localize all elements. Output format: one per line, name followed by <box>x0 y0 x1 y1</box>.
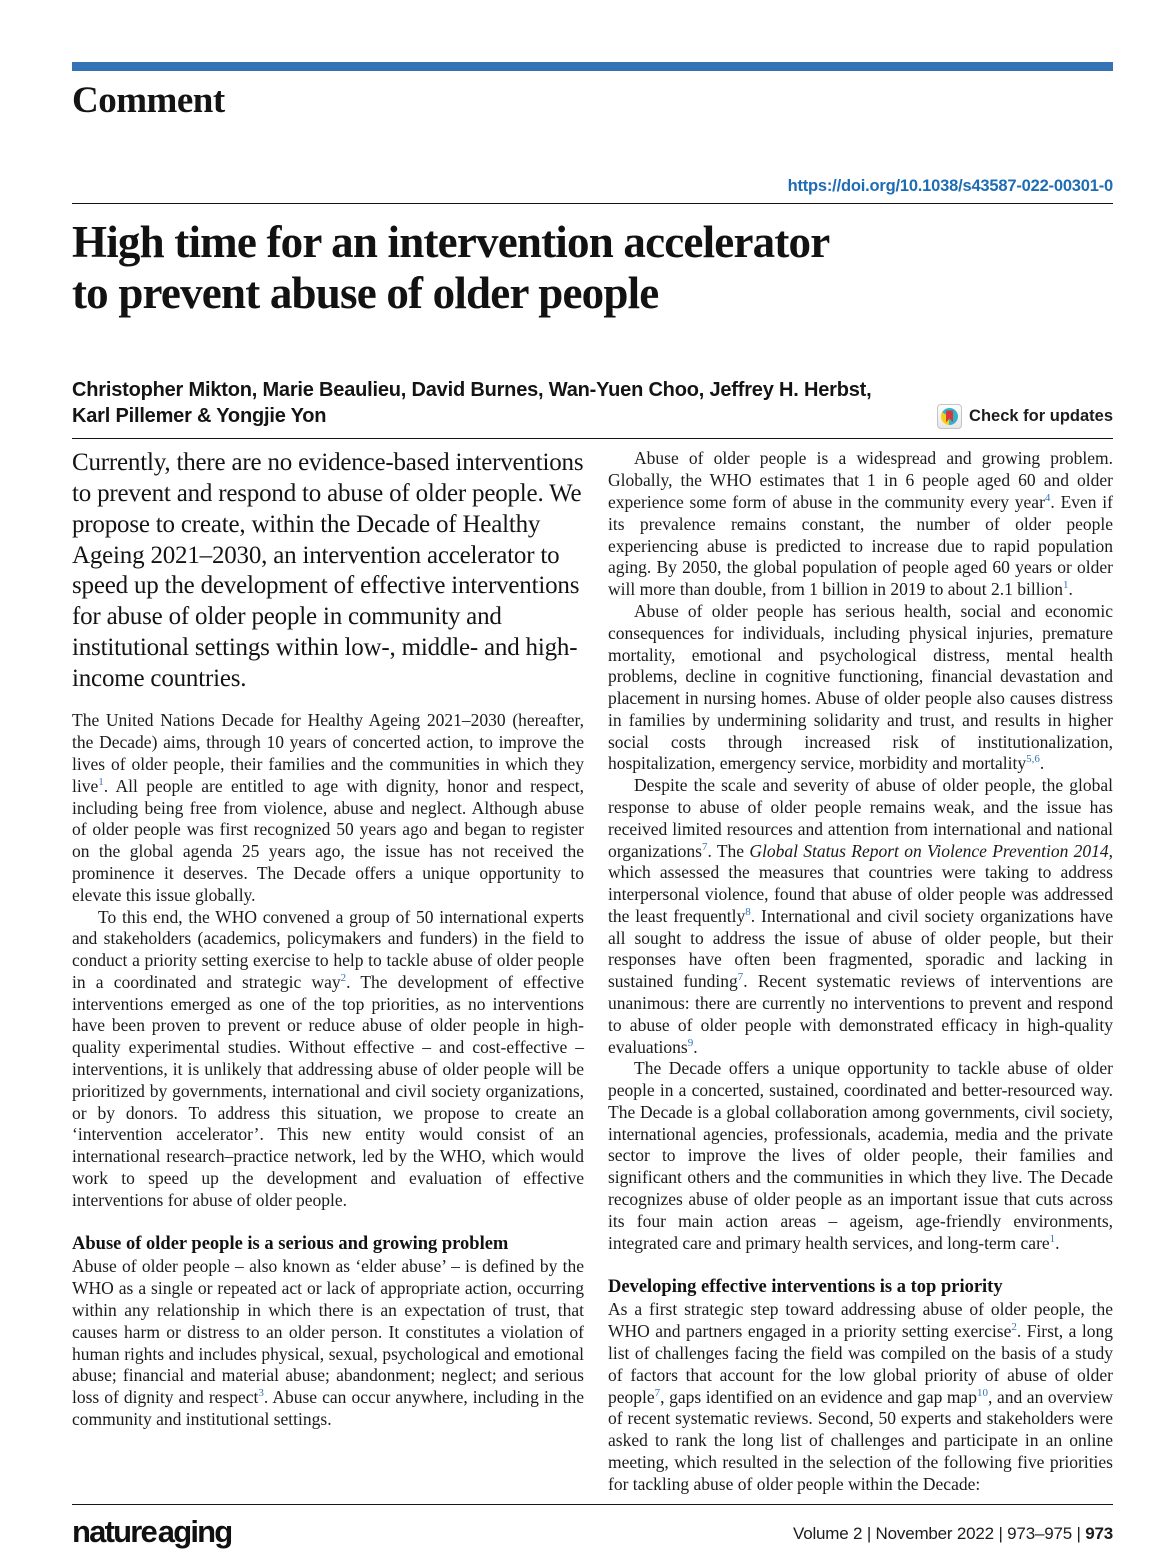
right-column-text <box>608 448 1113 1495</box>
italic-text: Global Status Report on Violence Prevention 2014 <box>749 840 1109 861</box>
doi-row <box>72 177 1113 196</box>
two-column-body <box>72 448 1113 1495</box>
crossmark-icon <box>937 404 962 429</box>
reference-link[interactable]: 9 <box>687 1036 694 1049</box>
title-line-2: to prevent abuse of older people <box>72 267 659 318</box>
paragraph: Abuse of older people is a widespread and growing problem. Globally, the WHO estimates that 1 in 6 people aged 60 and older experience some form of abuse in the community every year$^4$. Even if its prevalence remains constant, the number of older people experiencing abuse is predicted to increase due to rapid population aging. By 2050, the global population of people aged 60 years or older will more than double, from 1 billion in 2019 to about 2.1 billion$^1$. <box>608 448 1113 600</box>
check-for-updates-button[interactable] <box>937 404 1113 429</box>
paragraph: Abuse of older people has serious health, social and economic consequences for individuals, including physical injuries, premature mortality, emotional and psychological distress, mental health problems, decline in cognitive functioning, financial devastation and placement in nursing homes. Abuse of older people also causes distress in families by undermining solidarity and trust, and results in higher social costs through increased risk of institutionalization, hospitalization, emergency service, morbidity and mortality$^{5,6}$. <box>608 600 1113 774</box>
section-heading: Abuse of older people is a serious and growing problem <box>72 1234 509 1255</box>
doi-link[interactable]: https://doi.org/10.1038/s43587-022-00301-0 <box>787 177 1113 195</box>
reference-link[interactable]: 10 <box>977 1386 989 1399</box>
byline-rule <box>72 438 1113 439</box>
authors-line-1: Christopher Mikton, Marie Beaulieu, David Burnes, Wan-Yuen Choo, Jeffrey H. Herbst, <box>72 378 872 401</box>
paragraph: To this end, the WHO convened a group of 50 international experts and stakeholders (academics, policymakers and funders) in the field to conduct a priority setting exercise to help to tackle abuse of older people in a coordinated and strategic way$^2$. The development of effective interventions emerged as one of the top priorities, as no interventions have been proven to prevent or reduce abuse of older people in high-quality experimental studies. Without effective – and cost-effective – interventions, it is unlikely that addressing abuse of older people will be prioritized by governments, international and civil society organizations, or by donors. To address this situation, we propose to create an ‘intervention accelerator’. This new entity would consist of an international research–practice network, led by the WHO, which would work to speed up the development and evaluation of effective interventions for abuse of older people. <box>72 906 584 1210</box>
standfirst: Currently, there are no evidence-based interventions to prevent and respond to abuse of older people. We propose to create, within the Decade of Healthy Ageing 2021–2030, an intervention accelerator to speed up the development of effective interventions for abuse of older people in community and institutional settings within low-, middle- and high-income countries. <box>72 449 584 692</box>
author-list <box>72 377 871 430</box>
issue-info <box>793 1524 1113 1544</box>
check-for-updates-label: Check for updates <box>969 407 1113 426</box>
reference-link[interactable]: 7 <box>654 1386 661 1399</box>
authors-row <box>72 377 1113 430</box>
article-page <box>72 0 1113 1495</box>
reference-link[interactable]: 4 <box>1044 492 1051 505</box>
reference-link[interactable]: 2 <box>340 972 347 985</box>
paragraph: Despite the scale and severity of abuse of older people, the global response to abuse of older people remains weak, and the issue has received limited resources and attention from international and national organizations$^7$. The Global Status Report on Violence Prevention 2014, which assessed the measures that countries were taking to address interpersonal violence, found that abuse of older people was addressed the least frequently$^8$. International and civil society organizations have all sought to address the issue of abuse of older people, but their responses have often been fragmented, sporadic and lacking in sustained funding$^7$. Recent systematic reviews of interventions are unanimous: there are currently no interventions to prevent and respond to abuse of older people with demonstrated efficacy in high-quality evaluations$^9$. <box>608 775 1113 1057</box>
left-column-text <box>72 710 584 1430</box>
page-footer <box>72 1504 1113 1547</box>
journal-wordmark: nature aging <box>72 1514 232 1549</box>
article-title <box>72 217 1113 319</box>
title-line-1: High time for an intervention accelerator <box>72 217 830 267</box>
reference-link[interactable]: 7 <box>701 840 708 853</box>
reference-link[interactable]: 1 <box>98 775 104 788</box>
top-accent-bar <box>72 62 1113 71</box>
section-heading: Developing effective interventions is a top priority <box>608 1277 1003 1298</box>
header-rule <box>72 203 1113 204</box>
section-kicker: Comment <box>72 80 225 121</box>
reference-link[interactable]: 1 <box>1062 579 1069 592</box>
reference-link[interactable]: 3 <box>258 1387 264 1400</box>
paragraph: The Decade offers a unique opportunity to tackle abuse of older people in a concerted, sustained, coordinated and better-resourced way. The Decade is a global collaboration among governments, civil society, international agencies, professionals, academia, media and the private sector to improve the lives of older people, their families and significant others and the communities in which they live. The Decade recognizes abuse of older people as an important issue that cuts across its four main action areas – ageism, age-friendly environments, integrated care and primary health services, and long-term care$^1$. <box>608 1058 1113 1253</box>
issue-details: Volume 2 | November 2022 | 973–975 | <box>793 1524 1086 1543</box>
left-column <box>72 448 584 1495</box>
right-column <box>608 448 1113 1495</box>
paragraph: Abuse of older people – also known as ‘elder abuse’ – is defined by the WHO as a single or repeated act or lack of appropriate action, occurring within any relationship in which there is an expectation of trust, that causes harm or distress to an older person. It constitutes a violation of human rights and includes physical, sexual, psychological and emotional abuse; financial and material abuse; abandonment; neglect; and serious loss of dignity and respect$^3$. Abuse can occur anywhere, including in the community and institutional settings. <box>72 1256 584 1429</box>
reference-link[interactable]: 8 <box>745 906 751 919</box>
authors-line-2: Karl Pillemer & Yongjie Yon <box>72 405 327 428</box>
reference-link[interactable]: 7 <box>737 971 744 984</box>
reference-link[interactable]: 5,6 <box>1026 753 1040 766</box>
paragraph: As a first strategic step toward addressing abuse of older people, the WHO and partners engaged in a priority setting exercise$^2$. First, a long list of challenges facing the field was compiled on the basis of a study of factors that account for the low global priority of abuse of older people$^7$, gaps identified on an evidence and gap map$^{10}$, and an overview of recent systematic reviews. Second, 50 experts and stakeholders were asked to rank the long list of challenges and participate in an online meeting, which resulted in the selection of the following five priorities for tackling abuse of older people within the Decade: <box>608 1299 1113 1494</box>
paragraph: The United Nations Decade for Healthy Ageing 2021–2030 (hereafter, the Decade) aims, through 10 years of concerted action, to improve the lives of older people, their families and the communities in which they live$^1$. All people are entitled to age with dignity, honor and respect, including being free from violence, abuse and neglect. Although abuse of older people was first recognized 50 years ago and began to register on the global agenda 25 years ago, the issue has not received the prominence it deserves. The Decade offers a unique opportunity to elevate this issue globally. <box>72 710 584 905</box>
reference-link[interactable]: 1 <box>1049 1232 1056 1245</box>
reference-link[interactable]: 2 <box>1011 1321 1017 1334</box>
footer-rule <box>72 1504 1113 1505</box>
page-number: 973 <box>1085 1524 1113 1543</box>
